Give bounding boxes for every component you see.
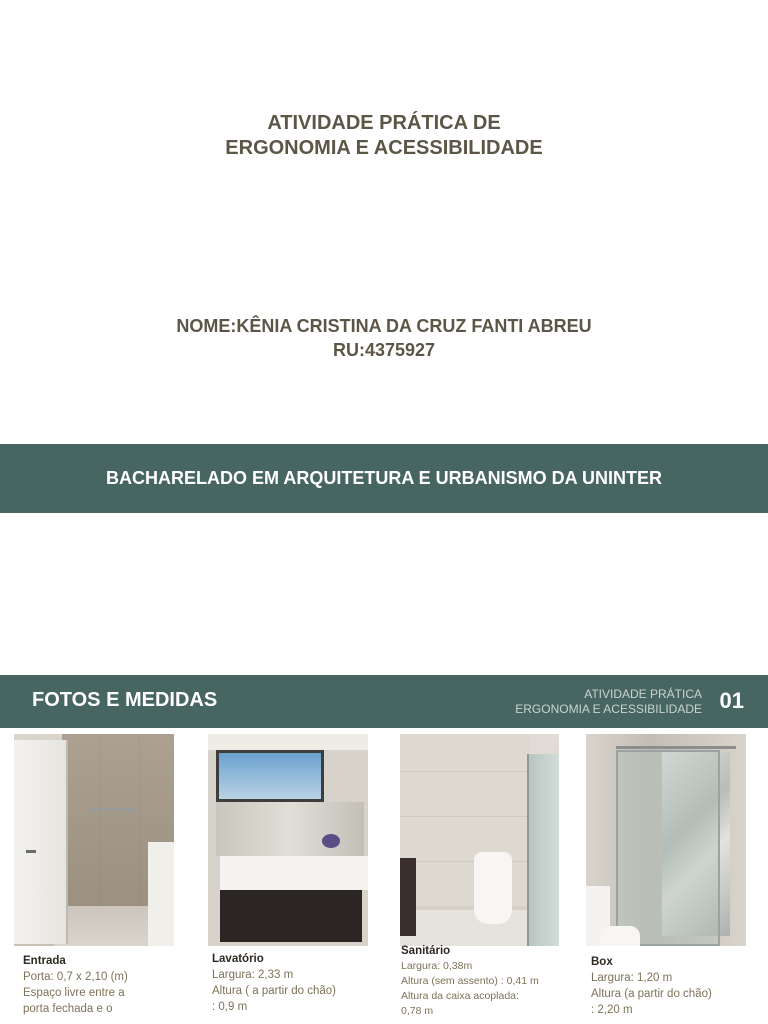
caption-toilet (401, 944, 539, 1019)
caption-title: Lavatório (212, 953, 264, 965)
caption-line: Largura: 0,38m (401, 960, 473, 972)
slide-subtitle-line2: ERGONOMIA E ACESSIBILIDADE (515, 702, 702, 716)
photo-toilet (400, 734, 559, 946)
student-name: NOME:KÊNIA CRISTINA DA CRUZ FANTI ABREU (176, 316, 592, 336)
photo-shower-glass (616, 750, 720, 946)
course-band (0, 444, 768, 513)
caption-title: Sanitário (401, 945, 451, 957)
caption-line: : 0,9 m (212, 1001, 248, 1013)
page-number: 01 (719, 688, 744, 713)
caption-shower (591, 954, 712, 1018)
cover-title-line2: ERGONOMIA E ACESSIBILIDADE (225, 137, 543, 159)
caption-line: Largura: 1,20 m (591, 972, 673, 984)
photo-entrance (14, 734, 174, 946)
slide-subtitle-line1: ATIVIDADE PRÁTICA (584, 687, 702, 701)
photo-toilet-seat (600, 926, 640, 946)
photo-glass-panel (527, 754, 559, 946)
photo-mirror (216, 802, 364, 856)
caption-line: Altura (sem assento) : 0,41 m (401, 975, 539, 987)
photo-ceiling (208, 734, 368, 750)
caption-title: Entrada (23, 955, 66, 967)
photo-shower (586, 734, 746, 946)
photo-door (14, 740, 68, 944)
caption-line: Altura (a partir do chão) (591, 988, 712, 1000)
photo-counter (148, 842, 174, 946)
caption-title: Box (591, 956, 613, 968)
photo-countertop (220, 856, 368, 890)
student-ru: RU:4375927 (332, 340, 436, 360)
photo-toilet-bowl (474, 852, 512, 924)
caption-sink (212, 951, 336, 1015)
caption-line: Porta: 0,7 x 2,10 (m) (23, 971, 128, 983)
caption-entrance (23, 953, 128, 1017)
slide-header (0, 675, 768, 728)
caption-line: porta fechada e o (23, 1003, 113, 1015)
course-name: BACHARELADO EM ARQUITETURA E URBANISMO DA UNINTER (106, 468, 662, 488)
cover-title-line1: ATIVIDADE PRÁTICA DE (267, 112, 501, 134)
caption-line: : 2,20 m (591, 1004, 633, 1016)
slide-title: FOTOS E MEDIDAS (32, 689, 218, 711)
photo-shower-rail (616, 746, 736, 749)
photo-window (216, 750, 324, 802)
caption-line: Espaço livre entre a (23, 987, 125, 999)
caption-line: 0,78 m (401, 1005, 434, 1017)
cover-title (0, 111, 768, 161)
photo-cabinet (220, 890, 362, 942)
door-handle (26, 850, 36, 853)
photo-plant (322, 834, 340, 848)
photo-cabinet (400, 858, 416, 936)
grab-bar (90, 808, 138, 811)
slide-subtitle (515, 687, 702, 717)
caption-line: Altura ( a partir do chão) (212, 985, 337, 997)
photo-sink (208, 734, 368, 946)
student-info (0, 314, 768, 362)
caption-line: Altura da caixa acoplada: (401, 990, 519, 1002)
caption-line: Largura: 2,33 m (212, 969, 294, 981)
